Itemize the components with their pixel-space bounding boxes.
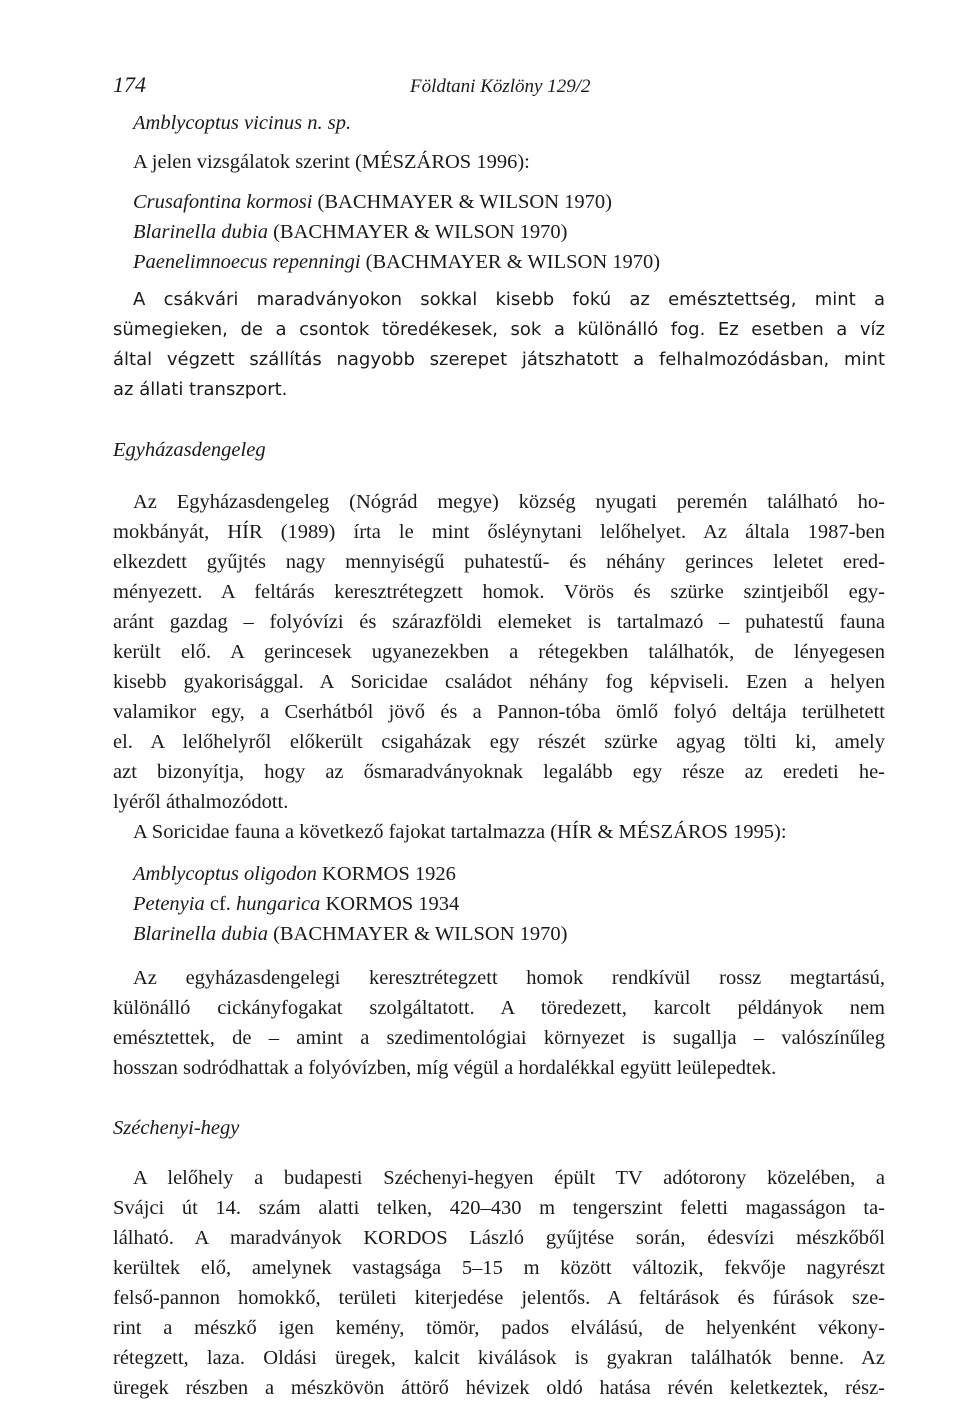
fauna-intro: A Soricidae fauna a következő fajokat tartalmazza (HÍR & MÉSZÁROS 1995): — [133, 821, 787, 843]
species-item: Petenyia cf. hungarica KORMOS 1934 — [133, 893, 460, 915]
section-heading-szechenyi-hegy: Széchenyi-hegy — [113, 1117, 240, 1139]
species-item: Blarinella dubia (BACHMAYER & WILSON 1970) — [133, 221, 568, 243]
page-number: 174 — [113, 72, 146, 97]
species-item: Paenelimnoecus repenningi (BACHMAYER & WILSON 1970) — [133, 251, 661, 273]
paragraph-szechenyi-hegy: A lelőhely a budapesti Széchenyi-hegyen épült TV adótorony közelében, a Svájci út 14. szám alatti telken, 420–430 m tengerszint feletti magasságon ta- lálható. A maradványok KORDOS László gyűjtése során, édesvízi mészkőből kerültek elő, amelynek vastagsága 5–15 m között változik, fekvője nagyrészt felső-pannon homokkő, területi kiterjedése jelentős. A feltárások és fúrások sze- rint a mészkő igen kemény, tömör, pados elválású, de helyenként vékony- rétegzett, laza. Oldási üregek, kalcit kiválások is gyakran találhatók benne. Az üregek részben a mészkövön áttörő hévizek oldó hatása révén keletkeztek, rész- — [113, 1167, 885, 1399]
page — [113, 70, 885, 1403]
page-header — [113, 70, 885, 106]
paragraph-cickanyfogak: Az egyházasdengelegi keresztrétegzett homok rendkívül rossz megtartású, különálló cickányfogakat szolgáltatott. A töredezett, karcolt példányok nem emésztettek, de – amint a szedimentológiai környezet is sugallja – valószínűleg hosszan sodródhattak a folyóvízben, míg végül a hordalékkal együtt leülepedtek. — [113, 967, 885, 1079]
species-title: Amblycoptus vicinus n. sp. — [133, 112, 352, 134]
paragraph-csakvar: A csákvári maradványokon sokkal kisebb fokú az emésztettség, mint a sümegieken, de a csontok töredékesek, sok a különálló fog. Ez esetben a víz által végzett szállítás nagyobb szerepet játszhatott a felhalmozódásban, mint az állati transzport. — [113, 289, 885, 400]
species-list-intro: A jelen vizsgálatok szerint (MÉSZÁROS 1996): — [133, 151, 530, 173]
species-list-1 — [113, 187, 885, 277]
section-heading-egyhazasdengeleg: Egyházasdengeleg — [113, 439, 266, 461]
species-item: Blarinella dubia (BACHMAYER & WILSON 1970) — [133, 923, 568, 945]
species-item: Amblycoptus oligodon KORMOS 1926 — [133, 863, 456, 885]
species-item: Crusafontina kormosi (BACHMAYER & WILSON 1970) — [133, 191, 612, 213]
paragraph-egyhazasdengeleg: Az Egyházasdengeleg (Nógrád megye) község nyugati peremén található ho- mokbányát, HÍR (1989) írta le mint ősléynytani lelőhelyet. Az általa 1987-ben elkezdett gyűjtés nagy mennyiségű puhatestű- és néhány gerinces leletet ered- ményezett. A feltárás keresztrétegzett homok. Vörös és szürke szintjeiből egy- aránt gazdag – folyóvízi és szárazföldi elemeket is tartalmazó – puhatestű fauna került elő. A gerincesek ugyanezekben a rétegekben találhatók, de lényegesen kisebb gyakorisággal. A Soricidae családot néhány fog képviseli. Ezen a helyen valamikor egy, a Cserhátból jövő és a Pannon-tóba ömlő folyó deltája terülhetett el. A lelőhelyről előkerült csigaházak egy részét szürke agyag tölti ki, amely azt bizonyítja, hogy az ősmaradványoknak legalább egy része az eredeti he- lyéről áthalmozódott. — [113, 491, 885, 813]
journal-title: Földtani Közlöny 129/2 — [410, 76, 591, 97]
species-list-2 — [113, 859, 885, 949]
